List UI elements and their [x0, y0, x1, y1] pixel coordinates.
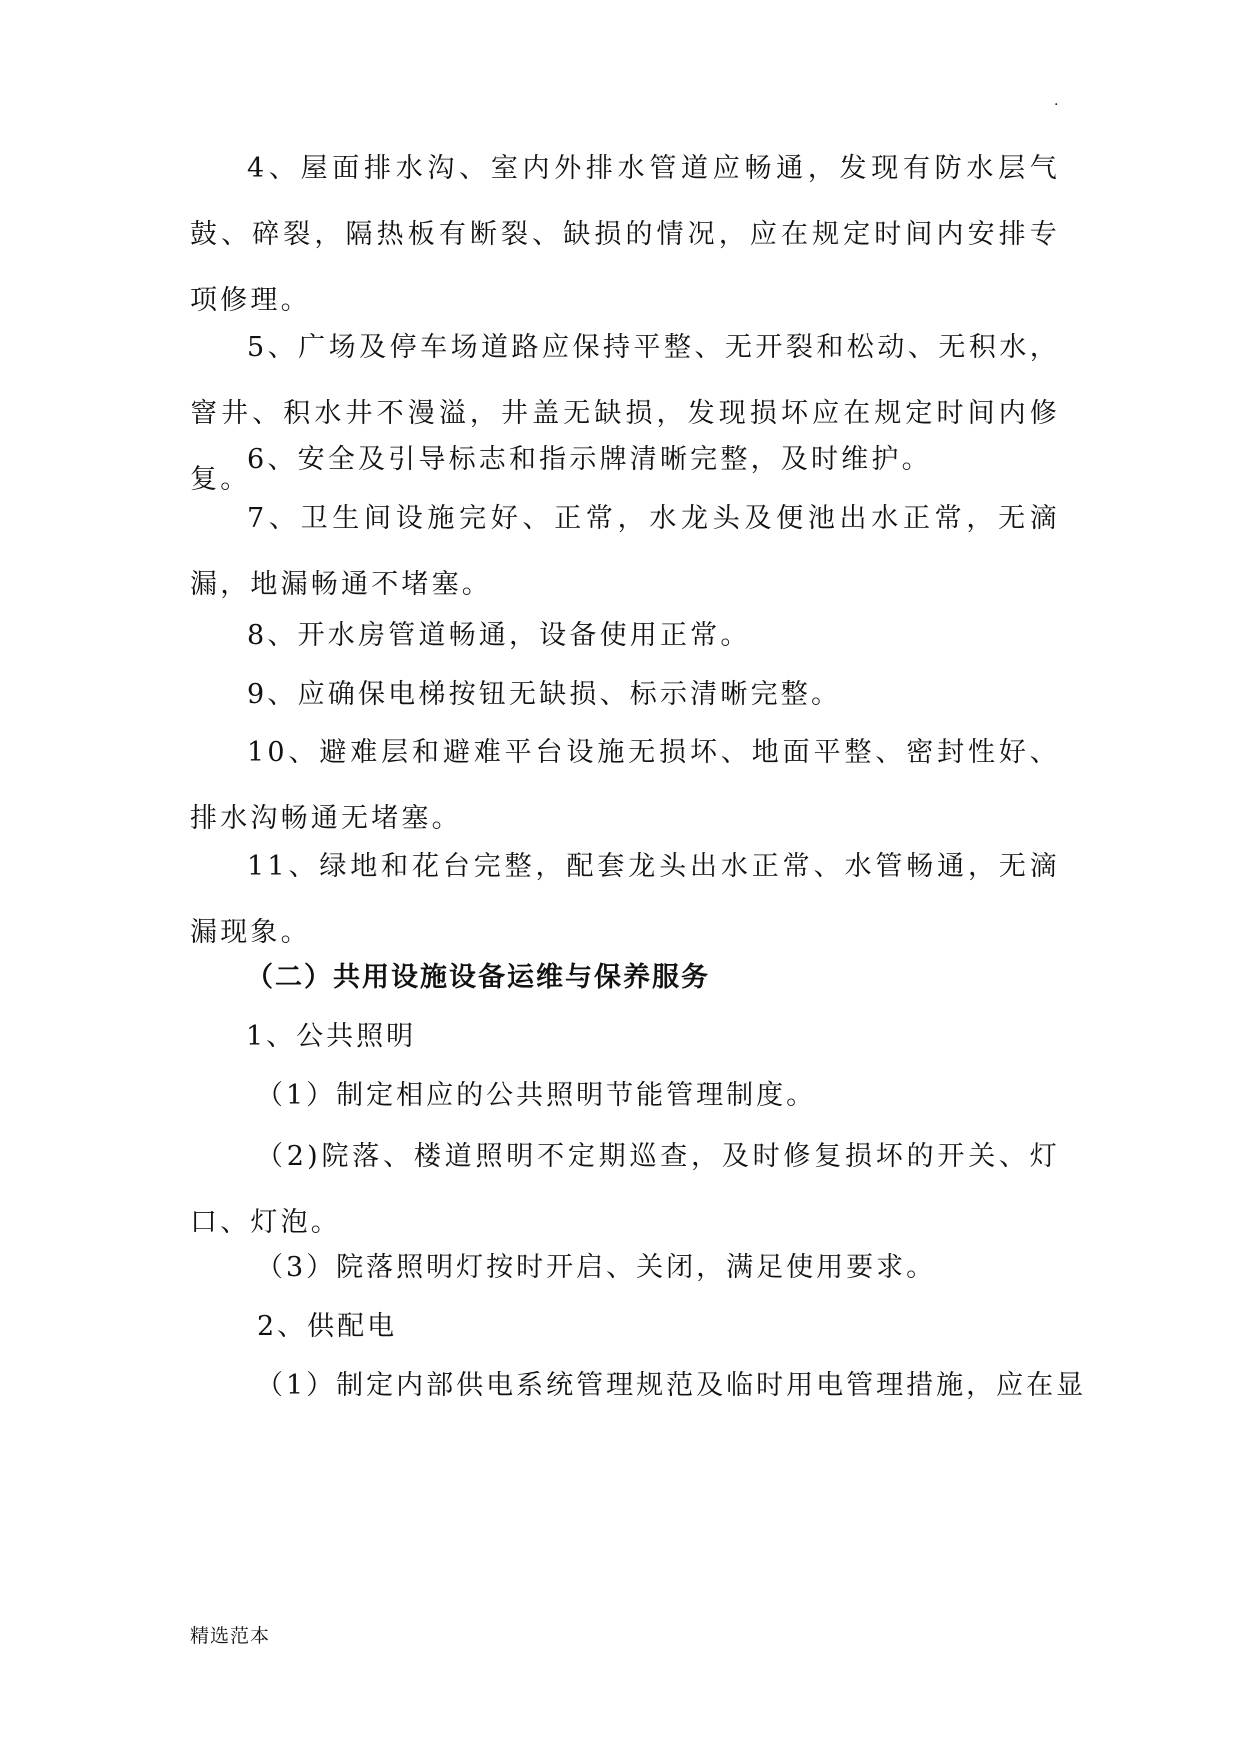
power-item-1: （1）制定内部供电系统管理规范及临时用电管理措施，应在显 — [256, 1370, 1087, 1401]
lighting-item-3: （3）院落照明灯按时开启、关闭，满足使用要求。 — [256, 1252, 937, 1283]
paragraph-item-4: 4、屋面排水沟、室内外排水管道应畅通，发现有防水层气鼓、碎裂，隔热板有断裂、缺损的情况，应在规定时间内安排专项修理。 — [190, 153, 1060, 316]
paragraph-item-8: 8、开水房管道畅通，设备使用正常。 — [247, 620, 751, 651]
paragraph-item-5: 5、广场及停车场道路应保持平整、无开裂和松动、无积水，窨井、积水井不漫溢，井盖无缺损，发现损坏应在规定时间内修复。 — [190, 332, 1060, 495]
paragraph-item-11: 11、绿地和花台完整，配套龙头出水正常、水管畅通，无滴漏现象。 — [190, 851, 1060, 948]
paragraph-item-7: 7、卫生间设施完好、正常，水龙头及便池出水正常，无滴漏，地漏畅通不堵塞。 — [190, 503, 1060, 600]
power-title: 2、供配电 — [257, 1311, 398, 1342]
paragraph-item-6: 6、安全及引导标志和指示牌清晰完整，及时维护。 — [247, 444, 932, 475]
header-mark: . — [1054, 93, 1059, 109]
section-heading: （二）共用设施设备运维与保养服务 — [246, 962, 710, 993]
footer-text: 精选范本 — [190, 1625, 271, 1647]
lighting-item-2: （2)院落、楼道照明不定期巡查，及时修复损坏的开关、灯口、灯泡。 — [190, 1141, 1060, 1238]
lighting-item-1: （1）制定相应的公共照明节能管理制度。 — [256, 1080, 817, 1111]
lighting-title: 1、公共照明 — [246, 1021, 417, 1052]
paragraph-item-9: 9、应确保电梯按钮无缺损、标示清晰完整。 — [247, 679, 842, 710]
paragraph-item-10: 10、避难层和避难平台设施无损坏、地面平整、密封性好、排水沟畅通无堵塞。 — [190, 737, 1060, 834]
